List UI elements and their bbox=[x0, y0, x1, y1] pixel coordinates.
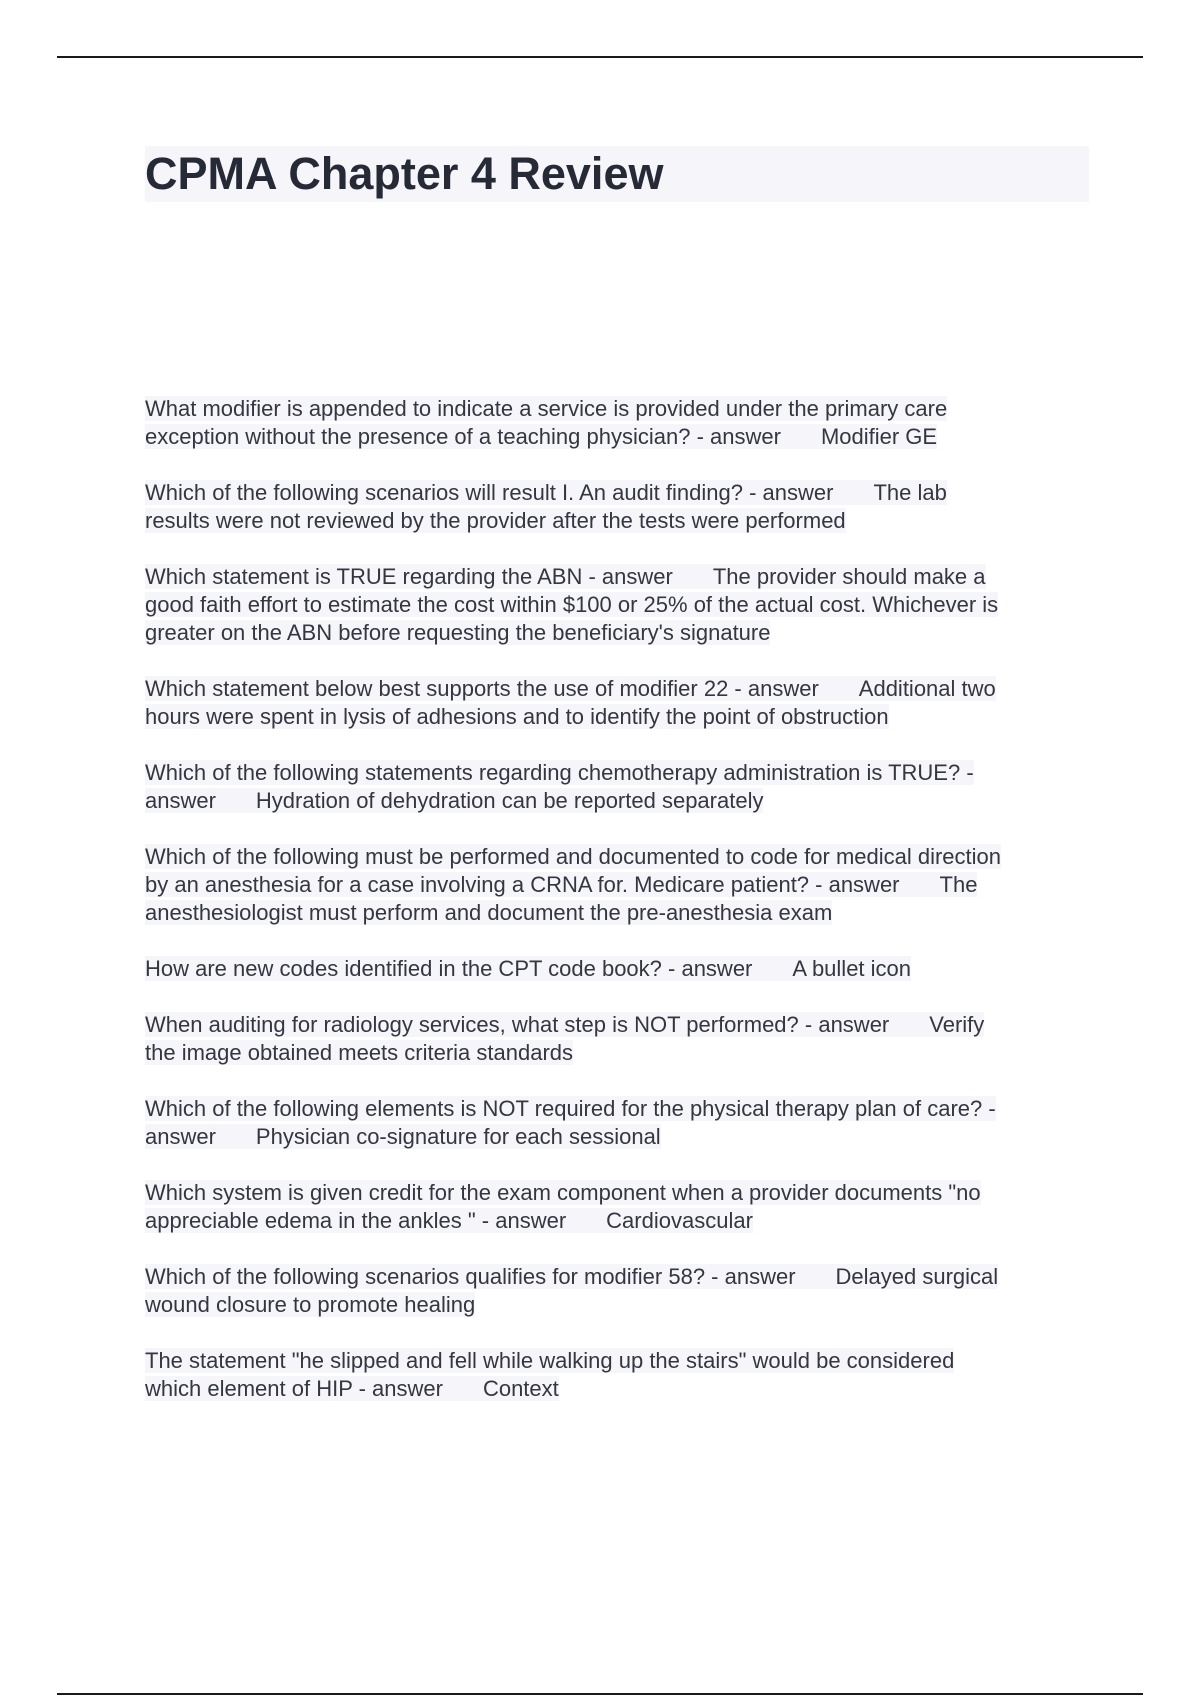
qa-line-highlight bbox=[145, 1096, 996, 1121]
qa-line-highlight bbox=[145, 900, 832, 925]
qa-line bbox=[145, 843, 1089, 871]
qa-list bbox=[145, 395, 1089, 1431]
question-text: which element of HIP - answer bbox=[145, 1376, 443, 1401]
qa-line-highlight bbox=[145, 424, 937, 449]
qa-line bbox=[145, 1039, 1089, 1067]
qa-line bbox=[145, 1207, 1089, 1235]
page-title: CPMA Chapter 4 Review bbox=[145, 148, 664, 199]
answer-text: Cardiovascular bbox=[606, 1208, 753, 1233]
qa-item bbox=[145, 395, 1089, 451]
question-text: anesthesiologist must perform and document the pre-anesthesia exam bbox=[145, 900, 833, 925]
qa-line-highlight bbox=[145, 1208, 753, 1233]
qa-line bbox=[145, 591, 1089, 619]
qa-line-highlight bbox=[145, 592, 998, 617]
answer-text: Context bbox=[482, 1376, 559, 1401]
qa-line bbox=[145, 479, 1089, 507]
question-text: Which of the following elements is NOT required for the physical therapy plan of care? - bbox=[145, 1096, 996, 1121]
qa-line bbox=[145, 1291, 1089, 1319]
answer-text: The provider should make a bbox=[712, 564, 986, 589]
question-text: What modifier is appended to indicate a service is provided under the primary care bbox=[145, 396, 948, 421]
answer-text: A bullet icon bbox=[792, 956, 912, 981]
qa-item bbox=[145, 955, 1089, 983]
qa-line bbox=[145, 1375, 1089, 1403]
question-text: greater on the ABN before requesting the beneficiary's signature bbox=[145, 620, 771, 645]
qa-line bbox=[145, 1123, 1089, 1151]
answer-text: Additional two bbox=[858, 676, 996, 701]
question-text: Which of the following must be performed and documented to code for medical direction bbox=[145, 844, 1002, 869]
qa-line bbox=[145, 703, 1089, 731]
question-text: How are new codes identified in the CPT code book? - answer bbox=[145, 956, 753, 981]
question-text: Which of the following scenarios qualifies for modifier 58? - answer bbox=[145, 1264, 796, 1289]
qa-line-highlight bbox=[145, 1292, 475, 1317]
qa-line bbox=[145, 507, 1089, 535]
qa-line-highlight bbox=[145, 564, 986, 589]
qa-line bbox=[145, 1095, 1089, 1123]
question-text: Which system is given credit for the exam component when a provider documents "no bbox=[145, 1180, 981, 1205]
question-text: wound closure to promote healing bbox=[145, 1292, 476, 1317]
qa-line-highlight bbox=[145, 396, 947, 421]
question-text: exception without the presence of a teaching physician? - answer bbox=[145, 424, 781, 449]
qa-item bbox=[145, 1347, 1089, 1403]
qa-item bbox=[145, 1179, 1089, 1235]
question-text: Which of the following scenarios will result I. An audit finding? - answer bbox=[145, 480, 834, 505]
answer-text: Verify bbox=[929, 1012, 985, 1037]
answer-text: Delayed surgical bbox=[835, 1264, 999, 1289]
qa-item bbox=[145, 1011, 1089, 1067]
question-text: answer bbox=[145, 1124, 216, 1149]
question-text: hours were spent in lysis of adhesions and to identify the point of obstruction bbox=[145, 704, 889, 729]
qa-line-highlight bbox=[145, 872, 977, 897]
qa-line-highlight bbox=[145, 620, 770, 645]
question-text: Which statement below best supports the use of modifier 22 - answer bbox=[145, 676, 819, 701]
question-text: Which of the following statements regarding chemotherapy administration is TRUE? - bbox=[145, 760, 974, 785]
question-text: good faith effort to estimate the cost within $100 or 25% of the actual cost. Whichever is bbox=[145, 592, 999, 617]
qa-line-highlight bbox=[145, 760, 974, 785]
qa-item bbox=[145, 675, 1089, 731]
qa-item bbox=[145, 1095, 1089, 1151]
question-text: the image obtained meets criteria standards bbox=[145, 1040, 574, 1065]
answer-text: The lab bbox=[873, 480, 947, 505]
answer-text: Modifier GE bbox=[820, 424, 938, 449]
qa-line bbox=[145, 759, 1089, 787]
qa-line-highlight bbox=[145, 1180, 981, 1205]
question-text: appreciable edema in the ankles " - answer bbox=[145, 1208, 567, 1233]
qa-line bbox=[145, 1179, 1089, 1207]
qa-line bbox=[145, 1011, 1089, 1039]
qa-line-highlight bbox=[145, 1012, 984, 1037]
qa-line-highlight bbox=[145, 676, 996, 701]
qa-line-highlight bbox=[145, 508, 846, 533]
answer-text: Physician co-signature for each sessional bbox=[255, 1124, 661, 1149]
title-block bbox=[145, 146, 1089, 202]
answer-text: The bbox=[939, 872, 978, 897]
qa-line-highlight bbox=[145, 480, 947, 505]
qa-line bbox=[145, 899, 1089, 927]
qa-line-highlight bbox=[145, 1376, 559, 1401]
question-text: results were not reviewed by the provider after the tests were performed bbox=[145, 508, 846, 533]
bottom-rule bbox=[57, 1693, 1143, 1695]
qa-line bbox=[145, 1347, 1089, 1375]
question-text: Which statement is TRUE regarding the ABN - answer bbox=[145, 564, 673, 589]
qa-line bbox=[145, 871, 1089, 899]
qa-item bbox=[145, 1263, 1089, 1319]
qa-line-highlight bbox=[145, 1348, 954, 1373]
qa-line-highlight bbox=[145, 844, 1001, 869]
qa-item bbox=[145, 759, 1089, 815]
answer-text: Hydration of dehydration can be reported separately bbox=[255, 788, 764, 813]
qa-line-highlight bbox=[145, 956, 911, 981]
qa-item bbox=[145, 479, 1089, 535]
question-text: The statement "he slipped and fell while walking up the stairs" would be considered bbox=[145, 1348, 955, 1373]
qa-line-highlight bbox=[145, 704, 889, 729]
question-text: When auditing for radiology services, what step is NOT performed? - answer bbox=[145, 1012, 890, 1037]
question-text: by an anesthesia for a case involving a CRNA for. Medicare patient? - answer bbox=[145, 872, 900, 897]
qa-item bbox=[145, 563, 1089, 647]
qa-line-highlight bbox=[145, 788, 763, 813]
qa-line bbox=[145, 955, 1089, 983]
top-rule bbox=[57, 56, 1143, 58]
qa-line-highlight bbox=[145, 1264, 998, 1289]
qa-line bbox=[145, 675, 1089, 703]
qa-item bbox=[145, 843, 1089, 927]
qa-line-highlight bbox=[145, 1040, 573, 1065]
qa-line bbox=[145, 423, 1089, 451]
question-text: answer bbox=[145, 788, 216, 813]
qa-line bbox=[145, 619, 1089, 647]
qa-line-highlight bbox=[145, 1124, 661, 1149]
qa-line bbox=[145, 563, 1089, 591]
qa-line bbox=[145, 787, 1089, 815]
qa-line bbox=[145, 395, 1089, 423]
qa-line bbox=[145, 1263, 1089, 1291]
